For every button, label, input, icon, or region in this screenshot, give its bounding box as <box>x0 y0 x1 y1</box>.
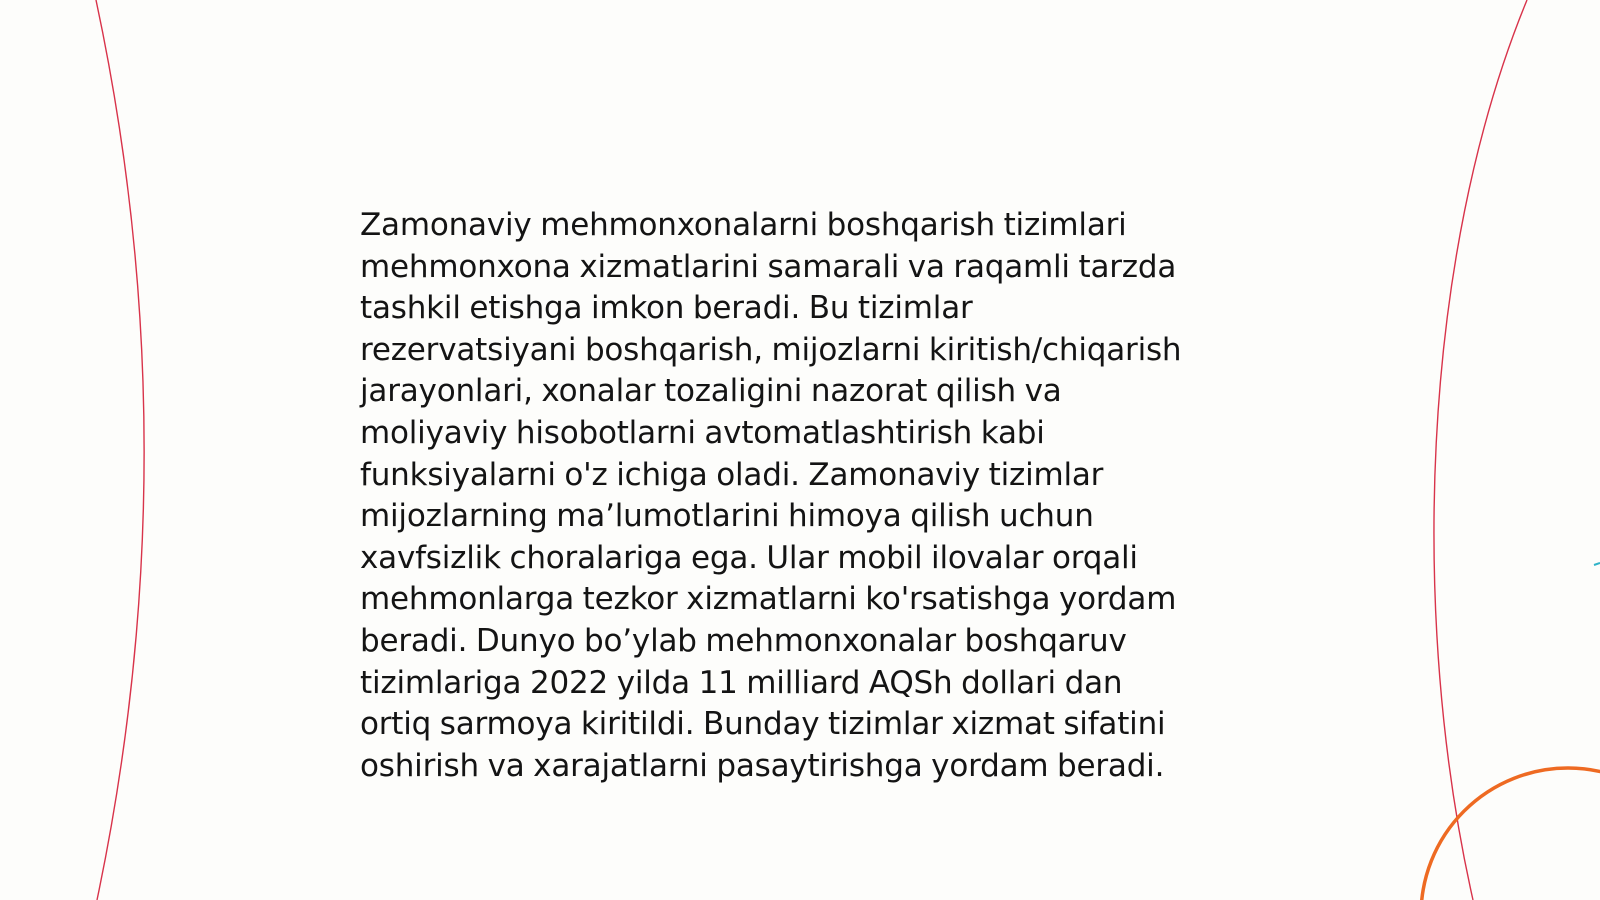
paragraph-line: ortiq sarmoya kiritildi. Bunday tizimlar xizmat sifatini <box>360 706 1166 743</box>
slide-body-text <box>360 205 1260 787</box>
corner-orange-circle <box>1421 768 1600 900</box>
paragraph-line: Zamonaviy mehmonxonalarni boshqarish tizimlari <box>360 207 1127 243</box>
paragraph-line: mehmonxona xizmatlarini samarali va raqamli tarzda <box>360 248 1177 285</box>
left-arc-line <box>96 0 144 900</box>
paragraph-line: rezervatsiyani boshqarish, mijozlarni kiritish/chiqarish <box>360 331 1182 368</box>
paragraph-line: xavfsizlik choralariga ega. Ular mobil ilovalar orqali <box>360 539 1138 576</box>
paragraph-line: jarayonlari, xonalar tozaligini nazorat qilish va <box>360 373 1062 410</box>
paragraph-line: mijozlarning ma’lumotlarini himoya qilish uchun <box>360 498 1094 535</box>
paragraph-line: tashkil etishga imkon beradi. Bu tizimlar <box>360 290 973 327</box>
right-arc-line <box>1434 0 1527 900</box>
paragraph-line: beradi. Dunyo bo’ylab mehmonxonalar boshqaruv <box>360 622 1127 659</box>
paragraph-line: funksiyalarni o'z ichiga oladi. Zamonaviy tizimlar <box>360 456 1104 493</box>
paragraph-line: tizimlariga 2022 yilda 11 milliard AQSh dollari dan <box>360 664 1123 701</box>
teal-accent-mark <box>1594 563 1600 565</box>
paragraph-line: mehmonlarga tezkor xizmatlarni ko'rsatishga yordam <box>360 581 1177 618</box>
paragraph-line: moliyaviy hisobotlarni avtomatlashtirish kabi <box>360 414 1045 451</box>
paragraph-line: oshirish va xarajatlarni pasaytirishga yordam beradi. <box>360 747 1165 784</box>
